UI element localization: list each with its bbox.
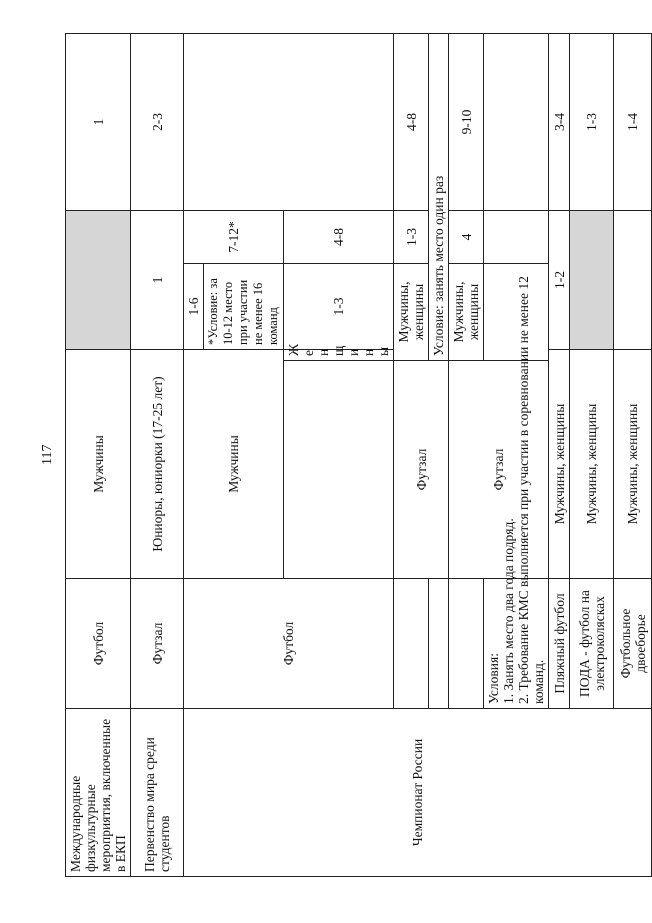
group-cell: Мужчины, женщины	[570, 349, 614, 578]
discipline-cell: Футзал	[449, 361, 549, 579]
place-cell: 3-4	[549, 33, 570, 210]
table-row	[66, 33, 131, 876]
group-cell: Мужчины, женщины	[449, 263, 484, 360]
discipline-cell: Пляжный футбол	[549, 579, 570, 709]
discipline-cell: Футбольное двоеборье	[614, 579, 652, 709]
empty-cell	[449, 579, 484, 709]
place-cell: 1-4	[614, 33, 652, 210]
group-cell: Мужчины, женщины	[614, 349, 652, 578]
empty-cell	[484, 210, 549, 263]
page-number: 117	[40, 444, 55, 465]
condition-cell: Условие: занять место один раз	[429, 33, 449, 360]
empty-cell	[429, 579, 449, 709]
table-row	[131, 33, 184, 876]
shaded-cell	[66, 210, 131, 349]
discipline-cell: Футбол	[66, 579, 131, 709]
place-cell: 4	[449, 210, 484, 263]
place-cell: 9-10	[449, 33, 484, 210]
shaded-cell	[570, 210, 614, 349]
empty-cell	[394, 579, 429, 709]
empty-cell	[184, 33, 394, 210]
group-cell: Мужчины, женщины	[549, 349, 570, 578]
event-cell: Первенство мира среди студентов	[131, 709, 184, 877]
place-cell: 1-3	[570, 33, 614, 210]
place-cell: 1-3	[394, 210, 429, 263]
place-cell: 1	[66, 33, 131, 210]
note-cell: *Условие: за 10-12 место при участии не менее 16 команд	[204, 263, 284, 349]
discipline-cell: Футзал	[131, 579, 184, 709]
empty-cell	[614, 210, 652, 349]
discipline-cell: ПОДА - футбол на электроколясках	[570, 579, 614, 709]
place-cell: 2-3	[131, 33, 184, 210]
event-cell: Международные физкультурные мероприятия, включенные в ЕКП	[66, 709, 131, 877]
place-cell: 1-2	[549, 210, 570, 349]
group-cell: Юниоры, юниорки (17-25 лет)	[131, 349, 184, 578]
condition-cell: Условия: 1. Занять место два года подряд. 2. Требование КМС выполняется при участии в соревновании не менее 12 команд.	[484, 263, 549, 708]
empty-cell	[284, 361, 394, 579]
place-cell: 1-6	[184, 263, 204, 349]
group-cell: Мужчины, женщины	[394, 263, 429, 360]
group-cell: Мужчины	[66, 349, 131, 578]
discipline-cell: Футзал	[394, 361, 449, 579]
event-cell: Чемпионат России	[184, 709, 652, 877]
rotated-page	[65, 34, 648, 877]
place-cell: 1	[131, 210, 184, 349]
place-cell: 7-12*	[184, 210, 284, 263]
place-cell: 1-3	[284, 263, 394, 349]
discipline-cell: Футбол	[184, 579, 394, 709]
group-cell: Мужчины	[184, 349, 284, 578]
place-cell: 4-8	[394, 33, 429, 210]
table-row	[184, 33, 204, 876]
group-cell: Женщины	[284, 349, 394, 360]
classification-table	[65, 33, 652, 877]
place-cell: 4-8	[284, 210, 394, 263]
